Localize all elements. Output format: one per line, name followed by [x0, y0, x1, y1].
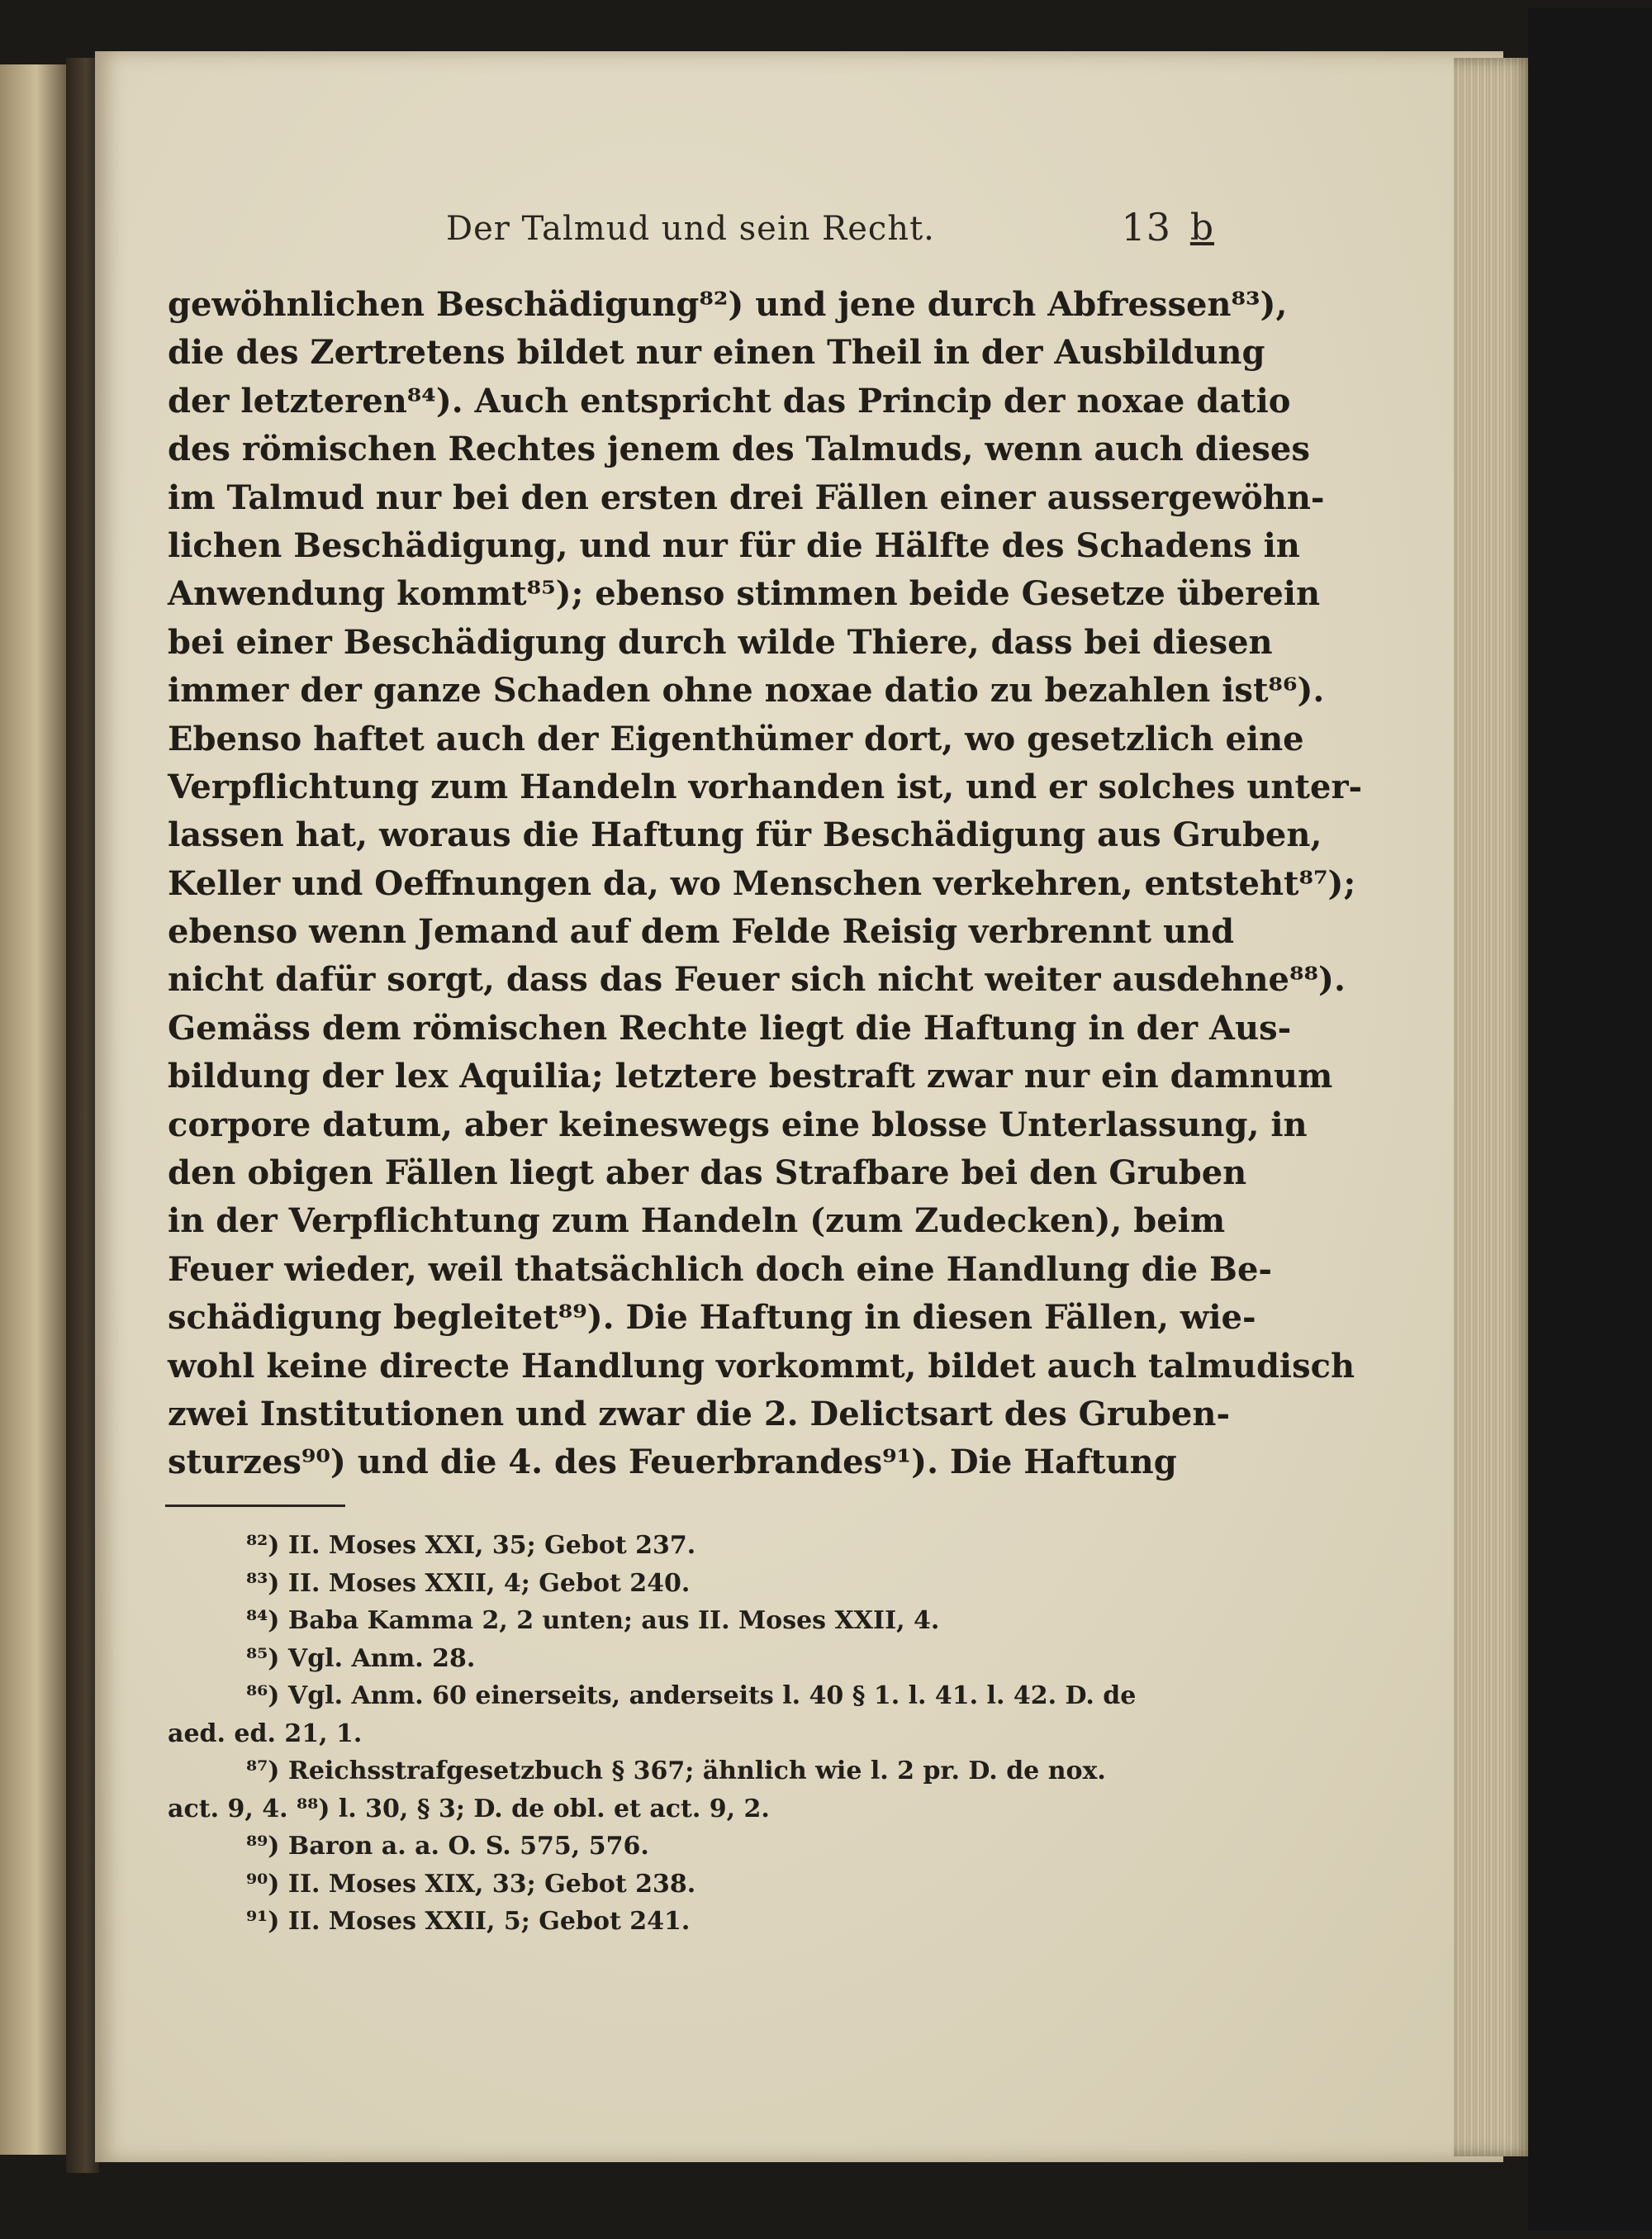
text-line: immer der ganze Schaden ohne noxae datio zu bezahlen ist⁸⁶). [168, 671, 1325, 711]
text-line: corpore datum, aber keineswegs eine blosse Unterlassung, in [168, 1105, 1308, 1144]
text-line: schädigung begleitet⁸⁹). Die Haftung in diesen Fällen, wie- [168, 1298, 1256, 1338]
text-line: der letzteren⁸⁴). Auch entspricht das Princip der noxae datio [168, 381, 1291, 421]
text-line: in der Verpflichtung zum Handeln (zum Zudecken), beim [168, 1201, 1226, 1241]
text-line: zwei Institutionen und zwar die 2. Delictsart des Gruben- [168, 1394, 1231, 1433]
text-line: Gemäss dem römischen Rechte liegt die Haftung in der Aus- [168, 1008, 1292, 1048]
footnote: ⁸⁷) Reichsstrafgesetzbuch § 367; ähnlich wie l. 2 pr. D. de nox. [246, 1756, 1106, 1785]
footnote: ⁹⁰) II. Moses XIX, 33; Gebot 238. [246, 1869, 696, 1899]
text-line: Ebenso haftet auch der Eigenthümer dort, wo gesetzlich eine [168, 719, 1304, 758]
facing-page-edge [0, 64, 66, 2155]
text-line: sturzes⁹⁰) und die 4. des Feuerbrandes⁹¹). Die Haftung [168, 1443, 1177, 1482]
footnote-divider [165, 1505, 345, 1507]
text-line: Keller und Oeffnungen da, wo Menschen verkehren, entsteht⁸⁷); [168, 863, 1356, 903]
text-line: des römischen Rechtes jenem des Talmuds, wenn auch dieses [168, 430, 1310, 469]
signature-mark: b [1189, 207, 1214, 249]
book-gutter [66, 58, 99, 2173]
footnote: ⁸³) II. Moses XXII, 4; Gebot 240. [246, 1568, 691, 1598]
text-line: Anwendung kommt⁸⁵); ebenso stimmen beide Gesetze überein [168, 574, 1321, 614]
text-line: Feuer wieder, weil thatsächlich doch eine Handlung die Be- [168, 1249, 1273, 1289]
text-line: wohl keine directe Handlung vorkommt, bildet auch talmudisch [168, 1346, 1355, 1386]
footnote: ⁸⁴) Baba Kamma 2, 2 unten; aus II. Moses XXII, 4. [246, 1606, 940, 1635]
running-title: Der Talmud und sein Recht. [446, 210, 935, 248]
text-line: die des Zertretens bildet nur einen Theil in der Ausbildung [168, 333, 1265, 373]
page-edges [1454, 58, 1532, 2156]
main-text [168, 281, 1363, 1487]
text-line: bildung der lex Aquilia; letztere bestraft zwar nur ein damnum [168, 1057, 1333, 1096]
book-cover-board [1528, 8, 1652, 2231]
footnotes [168, 1527, 1159, 1941]
text-line: im Talmud nur bei den ersten drei Fällen einer aussergewöhn- [168, 478, 1325, 517]
text-line: ebenso wenn Jemand auf dem Felde Reisig verbrennt und [168, 912, 1235, 952]
footnote-continuation: act. 9, 4. ⁸⁸) l. 30, § 3; D. de obl. et act. 9, 2. [168, 1794, 770, 1823]
footnote: ⁸²) II. Moses XXI, 35; Gebot 237. [246, 1531, 696, 1560]
text-line: nicht dafür sorgt, dass das Feuer sich nicht weiter ausdehne⁸⁸). [168, 960, 1346, 1000]
running-header [446, 205, 1214, 254]
text-line: den obigen Fällen liegt aber das Strafbare bei den Gruben [168, 1153, 1247, 1193]
footnote: ⁸⁵) Vgl. Anm. 28. [246, 1643, 476, 1673]
text-line: bei einer Beschädigung durch wilde Thiere, dass bei diesen [168, 622, 1273, 662]
text-line: lassen hat, woraus die Haftung für Beschädigung aus Gruben, [168, 815, 1322, 855]
footnote: ⁸⁹) Baron a. a. O. S. 575, 576. [246, 1832, 649, 1861]
footnote: ⁹¹) II. Moses XXII, 5; Gebot 241. [246, 1907, 691, 1936]
text-line: Verpflichtung zum Handeln vorhanden ist, und er solches unter- [168, 767, 1363, 806]
footnote-continuation: aed. ed. 21, 1. [168, 1718, 363, 1748]
footnote: ⁸⁶) Vgl. Anm. 60 einerseits, anderseits l. 40 § 1. l. 41. l. 42. D. de [246, 1681, 1137, 1710]
text-line: lichen Beschädigung, und nur für die Hälfte des Schadens in [168, 525, 1300, 565]
page-number: 13 [1121, 205, 1171, 250]
text-line: gewöhnlichen Beschädigung⁸²) und jene durch Abfressen⁸³), [168, 285, 1288, 324]
